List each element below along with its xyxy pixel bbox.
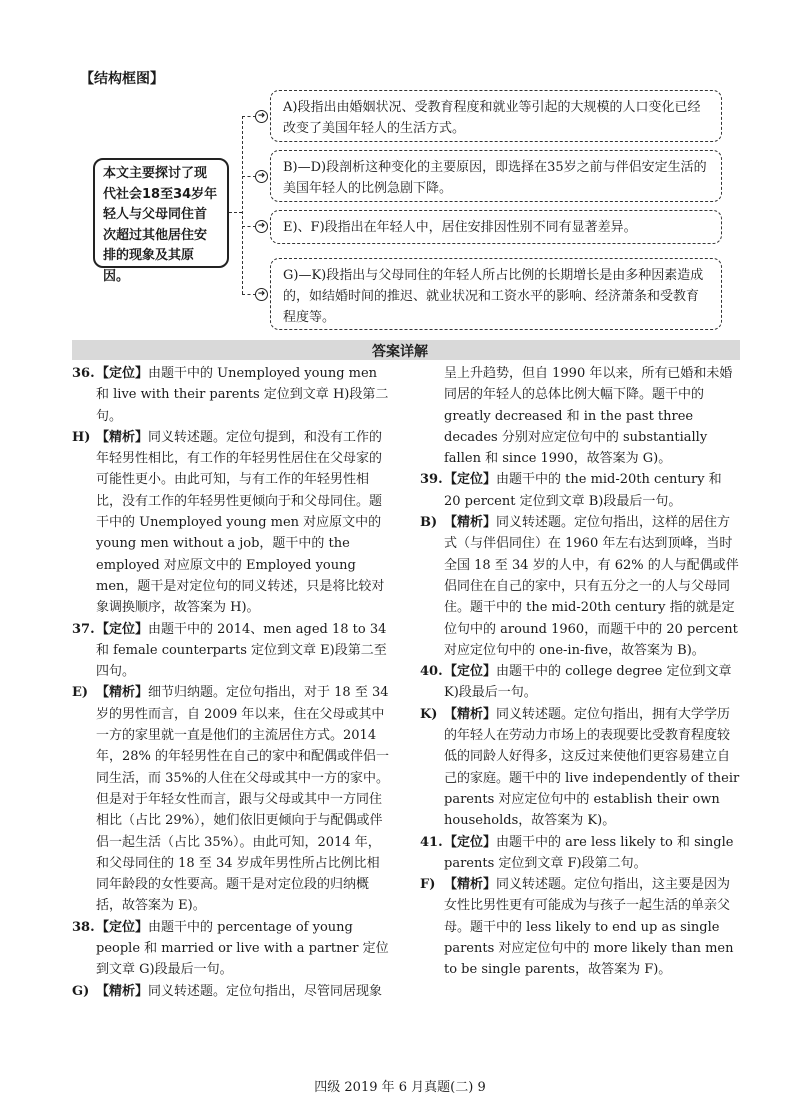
entry-number: 40. [420,664,443,680]
entry-text: 同义转述题。定位句指出，这样的居住方式（与伴侣同住）在 1960 年左右达到顶峰，当时全国 18 至 34 岁的人中，有 62% 的人与配偶或伴侣同住在自己的家中，只有五分之一的人与父母同住。题干中的 the mid-20th century 指的就是定位句中的 around 1960，而题干中的 20 percent 对应定位句中的 one-in-five，故答案为 B)。 [444,515,739,658]
frame-title: 【结构框图】 [80,71,164,87]
entry-number: F) [420,877,436,893]
diagram-branch-a: A)段指出由婚姻状况、受教育程度和就业等引起的大规模的人口变化已经改变了美国年轻人的生活方式。 [270,90,722,142]
entry-tag: 【精析】 [444,877,497,893]
arrow-icon: ➜ [255,170,268,183]
answer-entry [72,427,392,619]
diagram-connector-3 [242,226,256,227]
answer-entry [72,682,392,916]
entry-text: 由题干中的 are less likely to 和 single parents 定位到文章 F)段第二句。 [444,834,734,871]
diagram-connector-1 [242,116,256,117]
diagram-main-box: 本文主要探讨了现代社会18至34岁年轻人与父母同住首次超过其他居住安排的现象及其原因。 [93,158,229,268]
answer-entry [420,704,742,832]
entry-number: 41. [420,834,443,850]
diagram-branch-e: E)、F)段指出在年轻人中，居住安排因性别不同有显著差异。 [270,210,722,244]
answer-entry [420,832,742,875]
entry-tag: 【定位】 [444,472,497,488]
entry-text: 同义转述题。定位句指出，拥有大学学历的年轻人在劳动力市场上的表现要比受教育程度较低的同龄人好得多，这反过来使他们更容易建立自己的家庭。题干中的 live independently of their parents 对应定位句中的 establish their own households，故答案为 K)。 [444,706,740,829]
entry-number: E) [72,685,89,701]
arrow-icon: ➜ [255,220,268,233]
diagram-branch-g: G)—K)段指出与父母同住的年轻人所占比例的长期增长是由多种因素造成的，如结婚时间的推迟、就业状况和工资水平的影响、经济萧条和受教育程度等。 [270,258,722,330]
entry-text: 同义转述题。定位句指出，尽管同居现象 [148,983,383,999]
left-column [72,363,392,1002]
entry-number: K) [420,706,438,722]
diagram-connector-vertical [242,116,243,294]
entry-tag: 【精析】 [96,983,149,999]
entry-tag: 【定位】 [444,664,497,680]
entry-number: 37. [72,621,95,637]
entry-tag: 【精析】 [444,515,497,531]
entry-number: B) [420,515,438,531]
answer-entry [72,981,392,1002]
entry-tag: 【定位】 [96,621,149,637]
diagram-connector-main [229,212,242,213]
answer-entry [420,661,742,704]
entry-tag: 【精析】 [444,706,497,722]
page-footer: 四级 2019 年 6 月真题(二) 9 [314,1080,486,1095]
diagram-connector-4 [242,294,256,295]
answer-entry [72,619,392,683]
entry-text: 呈上升趋势，但自 1990 年以来，所有已婚和未婚同居的年轻人的总体比例大幅下降。题干中的 greatly decreased 和 in the past three decades 分别对应定位句中的 substantially fallen 和 since 1990，故答案为 G)。 [444,366,733,467]
entry-number: H) [72,429,91,445]
answer-entry [420,363,742,469]
entry-tag: 【定位】 [444,834,497,850]
answer-entry [420,469,742,512]
entry-text: 同义转述题。定位句提到，和没有工作的年轻男性相比，有工作的年轻男性居住在父母家的可能性更小。由此可知，与有工作的年轻男性相比，没有工作的年轻男性更倾向于和父母同住。题干中的 Unemployed young men 对应原文中的 young men without a job，题干中的 the employed 对应原文中的 Employed young men，题干是对定位句的同义转述，只是将比较对象调换顺序，故答案为 H)。 [96,429,385,616]
entry-text: 同义转述题。定位句指出，这主要是因为女性比男性更有可能成为与孩子一起生活的单亲父母。题干中的 less likely to end up as single parents 对应定位句中的 more likely than men to be single parents，故答案为 F)。 [444,877,734,978]
entry-number: G) [72,983,90,999]
answer-entry [420,512,742,661]
entry-text: 细节归纳题。定位句指出，对于 18 至 34 岁的男性而言，自 2009 年以来，住在父母或其中一方的家里就一直是他们的主流居住方式。2014 年，28% 的年轻男性在自己的家中和配偶或伴侣一同生活，而 35%的人住在父母或其中一方的家中。但是对于年轻女性而言，跟与父母或其中一方同住相比（占比 29%），她们依旧更倾向于与配偶或伴侣一起生活（占比 35%）。由此可知，2014 年，和父母同住的 18 至 34 岁成年男性所占比例比相同年龄段的女性要高。题干是对定位段的归纳概括，故答案为 E)。 [96,685,390,914]
diagram-connector-2 [242,176,256,177]
entry-text: 由题干中的 college degree 定位到文章 K)段最后一句。 [444,664,732,701]
right-column [420,363,742,981]
entry-tag: 【定位】 [96,919,149,935]
entry-text: 由题干中的 2014、men aged 18 to 34 和 female counterparts 定位到文章 E)段第二至四句。 [96,621,387,680]
entry-tag: 【精析】 [96,429,149,445]
diagram-branch-b: B)—D)段剖析这种变化的主要原因，即选择在35岁之前与伴侣安定生活的美国年轻人的比例急剧下降。 [270,150,722,202]
entry-tag: 【精析】 [96,685,149,701]
entry-tag: 【定位】 [96,366,149,381]
entry-text: 由题干中的 Unemployed young men 和 live with their parents 定位到文章 H)段第二句。 [96,366,389,424]
section-title: 答案详解 [372,344,428,360]
answer-entry [72,363,392,427]
entry-text: 由题干中的 percentage of young people 和 married or live with a partner 定位到文章 G)段最后一句。 [96,919,389,978]
arrow-icon: ➜ [255,288,268,301]
answer-entry [420,874,742,980]
entry-text: 由题干中的 the mid-20th century 和 20 percent 定位到文章 B)段最后一句。 [444,472,722,509]
answer-entry [72,917,392,981]
entry-number: 38. [72,919,95,935]
arrow-icon: ➜ [255,110,268,123]
entry-number: 39. [420,472,443,488]
entry-number: 36. [72,366,95,381]
